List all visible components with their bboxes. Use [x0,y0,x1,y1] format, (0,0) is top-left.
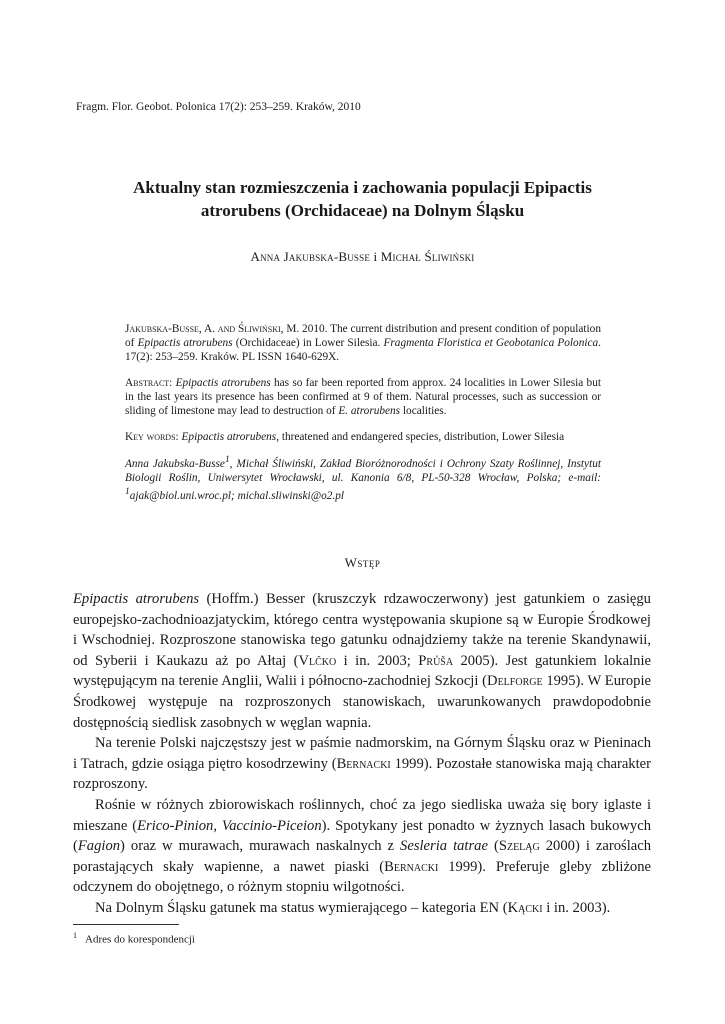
paragraph-2 [73,733,651,795]
p2-ref-1: Bernacki [336,755,391,772]
p2-t2: 1999). Pozostałe stanowiska mają charakter rozproszony. [73,755,651,793]
address-sup-1: 1 [224,455,230,465]
p1-t4: 1995). W Europie Środkowej występuje na rozproszonych stanowiskach, uwarunkowanych prawdopodobnie dostępnością siedlisk zasobnych w węglan wapnia. [73,673,651,731]
p1-ref-1: Vlčko [298,652,337,669]
abstract-colon: : [169,377,176,389]
article-title [60,176,665,222]
author-line [60,249,665,265]
author-join: i [370,249,381,264]
address-sup-2: 1 [125,487,130,498]
p3-t6: 1999). Preferuje gleby zbliżone odczynem do obojętnego, o różnym stopniu wilgotności. [73,858,651,896]
keywords-colon: : [175,431,182,443]
abstract-species: Epipactis atrorubens [175,377,271,389]
section-heading: Wstęp [344,555,381,570]
title-line-2: atrorubens (Orchidaceae) na Dolnym Śląsku [200,201,525,220]
title-line-1: Aktualny stan rozmieszczenia i zachowania populacji Epipactis [133,178,592,197]
keywords-block [125,430,601,444]
keywords-text: , threatened and endangered species, distribution, Lower Silesia [276,431,565,443]
p1-ref-2: Průša [418,652,454,669]
p2-t1: Na terenie Polski najczęstszy jest w paśmie nadmorskim, na Górnym Śląsku oraz w Pieninach i Tatrach, gdzie osiąga piętro kosodrzewiny ( [73,735,651,772]
p3-t1: Rośnie w różnych zbiorowiskach roślinnych, choć za jego siedliska uważa się bory iglaste i mieszane ( [73,796,651,834]
author-1: Anna Jakubska-Busse [250,249,371,264]
p3-it-1: Erico-Pinion, Vaccinio-Piceion [137,817,322,834]
body-text [73,589,651,919]
journal-reference: Fragm. Flor. Geobot. Polonica 17(2): 253–259. Kraków, 2010 [76,101,361,113]
p1-t2: i in. 2003; [336,652,419,669]
citation-species: Epipactis atrorubens [137,337,233,350]
citation-authors: Jakubska-Busse, A. and Śliwiński, M. [125,323,300,335]
p1-ref-3: Delforge [487,673,543,690]
citation-block [125,322,601,365]
abstract-label: Abstract [125,377,170,389]
citation-year-text: 2010. The current distribution and present condition of population of [125,323,601,350]
citation-journal: Fragmenta Floristica et Geobotanica Polonica [383,337,599,350]
footnote-text: Adres do korespondencji [85,933,195,946]
p3-t2: ). Spotykany jest ponadto w żyznych lasach bukowych ( [73,817,651,855]
paragraph-4 [73,898,651,919]
paragraph-1 [73,589,651,733]
citation-rest-1: (Orchidaceae) in Lower Silesia. [232,337,384,350]
p3-t3: ) oraz w murawach, murawach naskalnych z [120,838,401,855]
p3-it-3: Sesleria tatrae [400,838,488,855]
address-email: ajak@biol.uni.wroc.pl; michal.sliwinski@o2.pl [129,489,344,502]
citation-rest-2: . 17(2): 253–259. Kraków. PL ISSN 1640-629X. [125,337,601,364]
abstract-text-2: localities. [400,405,447,418]
abstract-species-2: E. atrorubens [338,405,401,418]
p3-ref-1: Szeląg [498,838,540,855]
p3-t5: 2000) i zaroślach porastających skały wapienne, a nawet piaski ( [73,838,651,875]
author-2: Michał Śliwiński [380,249,475,264]
p3-t4: ( [487,838,499,855]
keywords-species: Epipactis atrorubens [181,431,277,443]
paragraph-3 [73,795,651,898]
p4-t1: Na Dolnym Śląsku gatunek ma status wymierającego – kategoria EN ( [95,899,508,916]
p3-it-2: Fagion [77,838,121,855]
p4-t2: i in. 2003). [542,899,611,916]
p1-species: Epipactis atrorubens [73,591,200,607]
address-part-2: , Michał Śliwiński, Zakład Bioróżnorodności i Ochrony Szaty Roślinnej, Instytut Biologii Roślin, Uniwersytet Wrocławski, ul. Kanonia 6/8, PL-50-328 Wrocław, Polska; e-mail: [125,457,602,484]
p1-t3: 2005). Jest gatunkiem lokalnie występującym na terenie Anglii, Walii i północno-zachodniej Szkocji ( [73,652,652,690]
keywords-label: Key words [125,431,176,443]
footnote [73,931,195,946]
address-part-1: Anna Jakubska-Busse [125,457,225,470]
author-address [125,453,601,503]
p4-ref-1: Kącki [507,899,543,916]
abstract-block [125,376,601,419]
abstract-text-1: has so far been reported from approx. 24 localities in Lower Silesia but in the last years its presence has been confirmed at 9 of them. Natural processes, such as succession or sliding of limestone may lead to destruction of [125,377,601,418]
p3-ref-2: Bernacki [384,858,439,875]
footnote-rule [73,924,179,925]
footnote-mark: 1 [73,931,77,940]
p1-t1: (Hoffm.) Besser (kruszczyk rdzawoczerwony) jest gatunkiem o zasięgu europejsko-zachodnioazjatyckim, którego centra występowania skupione są w Europie Środkowej i Wschodniej. Rozproszone stanowiska tego gatunku odnajdziemy także na terenie Skandynawii, od Syberii i Kaukazu aż po Ałtaj ( [73,591,651,669]
